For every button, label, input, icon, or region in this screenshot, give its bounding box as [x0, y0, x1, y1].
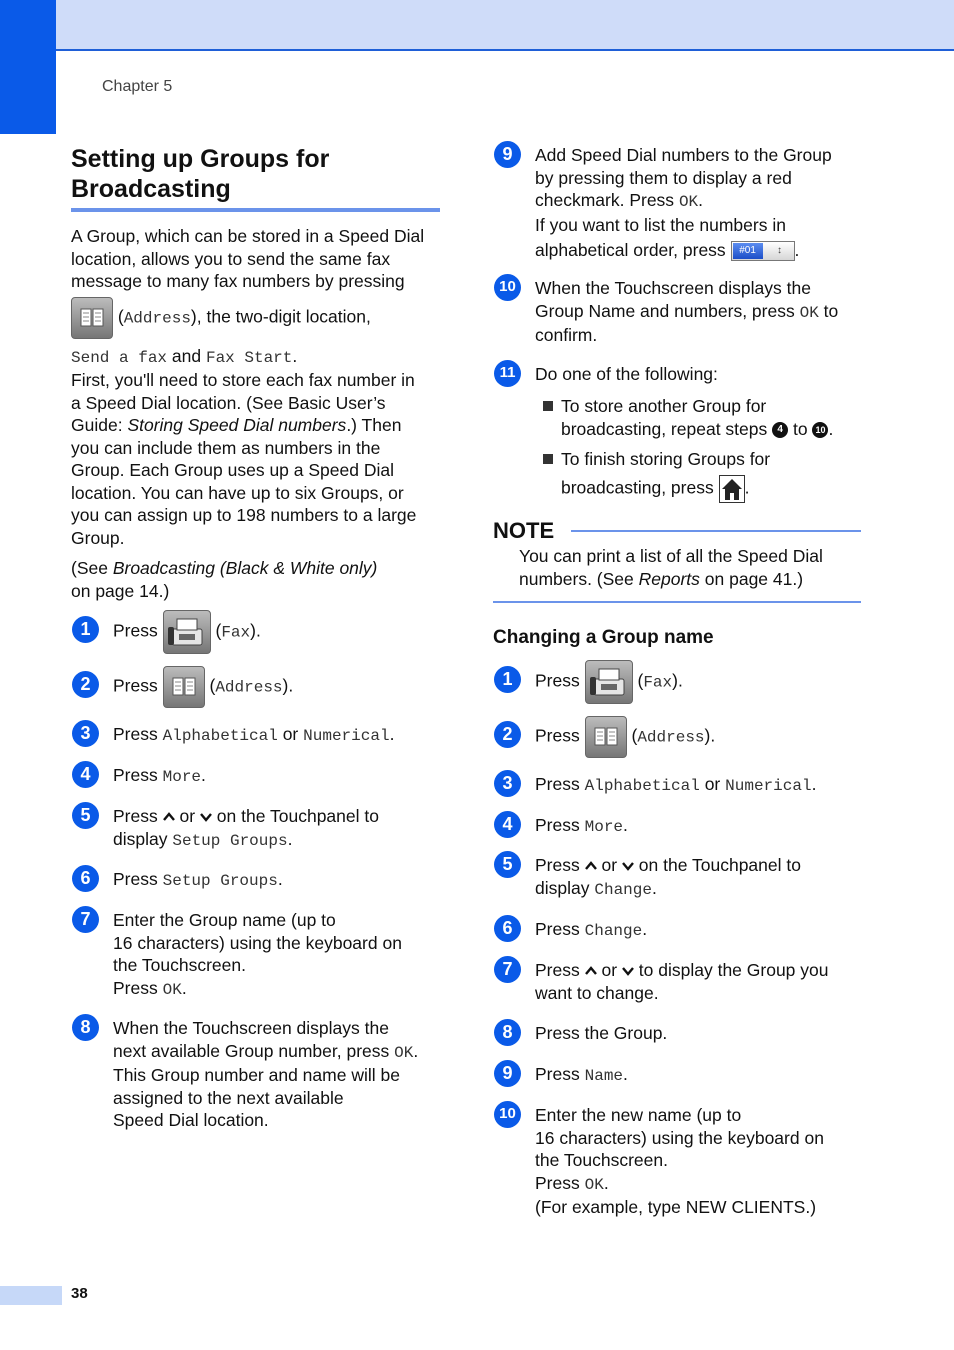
text: Press	[113, 869, 158, 889]
intro-line: message to many fax numbers by pressing	[71, 271, 405, 291]
step-number: 2	[494, 721, 521, 748]
alphabetical-label: Alphabetical	[584, 777, 700, 795]
chevron-down-icon	[622, 965, 634, 977]
text: numbers. (See	[519, 568, 639, 589]
text: Enter the new name (up to	[535, 1105, 742, 1125]
bullet-square	[543, 401, 553, 411]
fax-icon	[585, 660, 633, 704]
para-line: location. You can have up to six Groups, or	[71, 482, 404, 503]
address-book-icon	[71, 297, 113, 339]
text: checkmark. Press	[535, 190, 675, 210]
text: or	[282, 724, 299, 744]
text: To finish storing Groups for	[561, 449, 771, 469]
text: alphabetical order, press	[535, 240, 726, 260]
section-title-line2: Broadcasting	[71, 175, 231, 203]
text: confirm.	[535, 325, 598, 345]
bullet-square	[543, 454, 553, 464]
text: Add Speed Dial numbers to the Group	[535, 145, 832, 165]
text: .) Then	[346, 415, 402, 435]
text: on page 41.)	[699, 568, 804, 589]
text: the Touchscreen.	[113, 955, 246, 975]
step-number: 10	[494, 1101, 521, 1128]
text: Press	[535, 960, 580, 980]
fax-start-label: Fax Start	[205, 348, 293, 367]
step-number: 11	[494, 360, 521, 387]
step-number: 7	[494, 956, 521, 983]
step-number: 2	[72, 671, 99, 698]
text: Press the Group.	[535, 1023, 668, 1043]
sort-order-icon	[731, 241, 795, 261]
text: to	[793, 418, 808, 439]
intro-line: ), the two-digit location,	[190, 306, 371, 327]
address-book-icon	[163, 666, 205, 708]
step-number: 4	[494, 811, 521, 838]
note-divider	[493, 601, 861, 603]
text: or	[179, 806, 196, 826]
setup-groups-label: Setup Groups	[162, 872, 278, 890]
fax-label: Fax	[643, 673, 673, 692]
text: Speed Dial location.	[113, 1110, 269, 1130]
text: the Touchscreen.	[535, 1150, 668, 1170]
change-label: Change	[594, 880, 652, 899]
page-number: 38	[71, 1285, 88, 1302]
chevron-up-icon	[163, 811, 175, 823]
ok-label: OK	[162, 980, 182, 999]
fax-icon	[163, 610, 211, 654]
numerical-label: Numerical	[303, 727, 390, 745]
text: to display the Group you	[638, 960, 829, 980]
note-divider	[571, 530, 861, 532]
intro-line: location, allows you to send the same fax	[71, 248, 391, 269]
storage-paragraph	[71, 369, 451, 549]
chapter-label: Chapter 5	[102, 78, 173, 95]
address-label: Address	[215, 678, 283, 697]
text: Press	[113, 724, 158, 744]
para-line	[71, 414, 451, 437]
note-body	[519, 545, 859, 590]
text: (See	[71, 558, 113, 578]
text: Press	[535, 855, 580, 875]
title-underline	[71, 208, 440, 212]
step-number: 1	[72, 616, 99, 643]
ok-label: OK	[678, 193, 699, 211]
text: Press	[113, 977, 158, 998]
alphabetical-label: Alphabetical	[162, 727, 278, 745]
section-title-line1: Setting up Groups for	[71, 145, 330, 173]
text: display	[535, 877, 590, 898]
para-line: First, you'll need to store each fax number in	[71, 370, 415, 390]
ok-label: OK	[799, 303, 819, 322]
bullet-item-repeat: To store another Group for broadcasting, repeat steps 4 to 10 .	[561, 395, 861, 440]
intro-paragraph	[71, 225, 451, 369]
note-title: NOTE	[493, 518, 555, 543]
text: Guide:	[71, 415, 128, 435]
para-line: on page 14.)	[71, 580, 170, 601]
text: Do one of the following:	[535, 364, 718, 384]
address-label: Address	[123, 309, 191, 328]
reference-italic: Reports	[638, 568, 700, 589]
text: on the Touchpanel to	[216, 806, 379, 826]
text: If you want to list the numbers in	[535, 214, 786, 235]
more-label: More	[162, 768, 202, 786]
chevron-up-icon	[585, 965, 597, 977]
see-paragraph	[71, 557, 451, 602]
reference-italic: Broadcasting (Black & White only)	[112, 558, 378, 578]
intro-line: A Group, which can be stored in a Speed Dial	[71, 226, 425, 246]
step-number: 3	[494, 770, 521, 797]
text: Press	[113, 675, 158, 696]
alphabet-sort-icon: ↕	[777, 245, 783, 257]
ok-label: OK	[394, 1043, 414, 1062]
step-ref-10: 10	[812, 422, 828, 438]
text: Press	[113, 620, 158, 641]
text: Group Name and numbers, press	[535, 300, 795, 321]
step-number: 1	[494, 666, 521, 693]
sort-number-label: #01	[733, 243, 763, 259]
step-number: 9	[494, 141, 521, 168]
step-number: 10	[494, 274, 521, 301]
step-number: 4	[72, 761, 99, 788]
para-line: Group.	[71, 527, 125, 548]
chevron-up-icon	[585, 860, 597, 872]
text: or	[601, 960, 618, 980]
chevron-down-icon	[622, 860, 634, 872]
and-text: and	[171, 345, 202, 366]
text: want to change.	[535, 982, 659, 1003]
send-fax-label: Send a fax	[71, 348, 168, 367]
text: To store another Group for	[561, 396, 767, 416]
step-number: 5	[494, 851, 521, 878]
text: broadcasting, repeat steps	[561, 418, 768, 439]
setup-groups-label: Setup Groups	[172, 831, 288, 850]
text: to	[823, 300, 839, 321]
more-label: More	[584, 818, 624, 836]
text: Press	[535, 774, 580, 794]
step-ref-4: 4	[772, 422, 788, 438]
text: This Group number and name will be	[113, 1065, 400, 1085]
text: broadcasting, press	[561, 477, 714, 498]
ok-label: OK	[584, 1175, 604, 1194]
text: (For example, type NEW CLIENTS.)	[535, 1197, 817, 1217]
text: Press	[113, 806, 158, 826]
step-number: 5	[72, 802, 99, 829]
text: Press	[535, 670, 580, 691]
text: assigned to the next available	[113, 1087, 344, 1108]
step-number: 8	[494, 1019, 521, 1046]
text: or	[704, 774, 721, 794]
text: When the Touchscreen displays the	[535, 278, 811, 298]
text: Press	[535, 815, 580, 835]
para-line: you can assign up to 198 numbers to a large	[71, 505, 417, 525]
text: by pressing them to display a red	[535, 167, 792, 188]
numerical-label: Numerical	[725, 777, 812, 795]
subsection-title: Changing a Group name	[493, 627, 714, 648]
reference-italic: Storing Speed Dial numbers	[127, 415, 347, 435]
chapter-tab	[0, 0, 56, 134]
step-number: 6	[72, 865, 99, 892]
text: You can print a list of all the Speed Dial	[519, 546, 823, 566]
text: 16 characters) using the keyboard on	[535, 1127, 824, 1148]
fax-label: Fax	[221, 623, 251, 642]
name-label: Name	[584, 1067, 624, 1085]
text: Enter the Group name (up to	[113, 910, 336, 930]
step-number: 9	[494, 1060, 521, 1087]
text: Press	[535, 1064, 580, 1084]
step-number: 8	[72, 1014, 99, 1041]
text: Press	[535, 1172, 580, 1193]
text: or	[601, 855, 618, 875]
text: display	[113, 828, 168, 849]
step-number: 6	[494, 915, 521, 942]
intro-line: Send a fax and Fax Start.	[71, 345, 298, 367]
chevron-down-icon	[200, 811, 212, 823]
text: Press	[113, 765, 158, 785]
step-number: 7	[72, 906, 99, 933]
para-line: a Speed Dial location. (See Basic User’s	[71, 392, 386, 413]
para-line: you can include them as numbers in the	[71, 437, 381, 458]
text: next available Group number, press	[113, 1040, 390, 1061]
intro-line-icon: (Address), the two-digit location,	[71, 297, 451, 339]
text: 16 characters) using the keyboard on	[113, 932, 402, 953]
header-band	[0, 0, 954, 51]
step-number: 3	[72, 720, 99, 747]
text: Press	[535, 725, 580, 746]
page-number-bar	[0, 1286, 62, 1305]
home-icon	[719, 475, 745, 503]
para-line: Group. Each Group uses up a Speed Dial	[71, 460, 394, 480]
text: Press	[535, 919, 580, 939]
section-title	[71, 144, 441, 204]
bullet-item-finish: To finish storing Groups for broadcasting, press .	[561, 448, 861, 503]
text: When the Touchscreen displays the	[113, 1018, 389, 1038]
address-book-icon	[585, 716, 627, 758]
address-label: Address	[637, 728, 705, 747]
change-label: Change	[584, 922, 643, 940]
text: on the Touchpanel to	[638, 855, 801, 875]
